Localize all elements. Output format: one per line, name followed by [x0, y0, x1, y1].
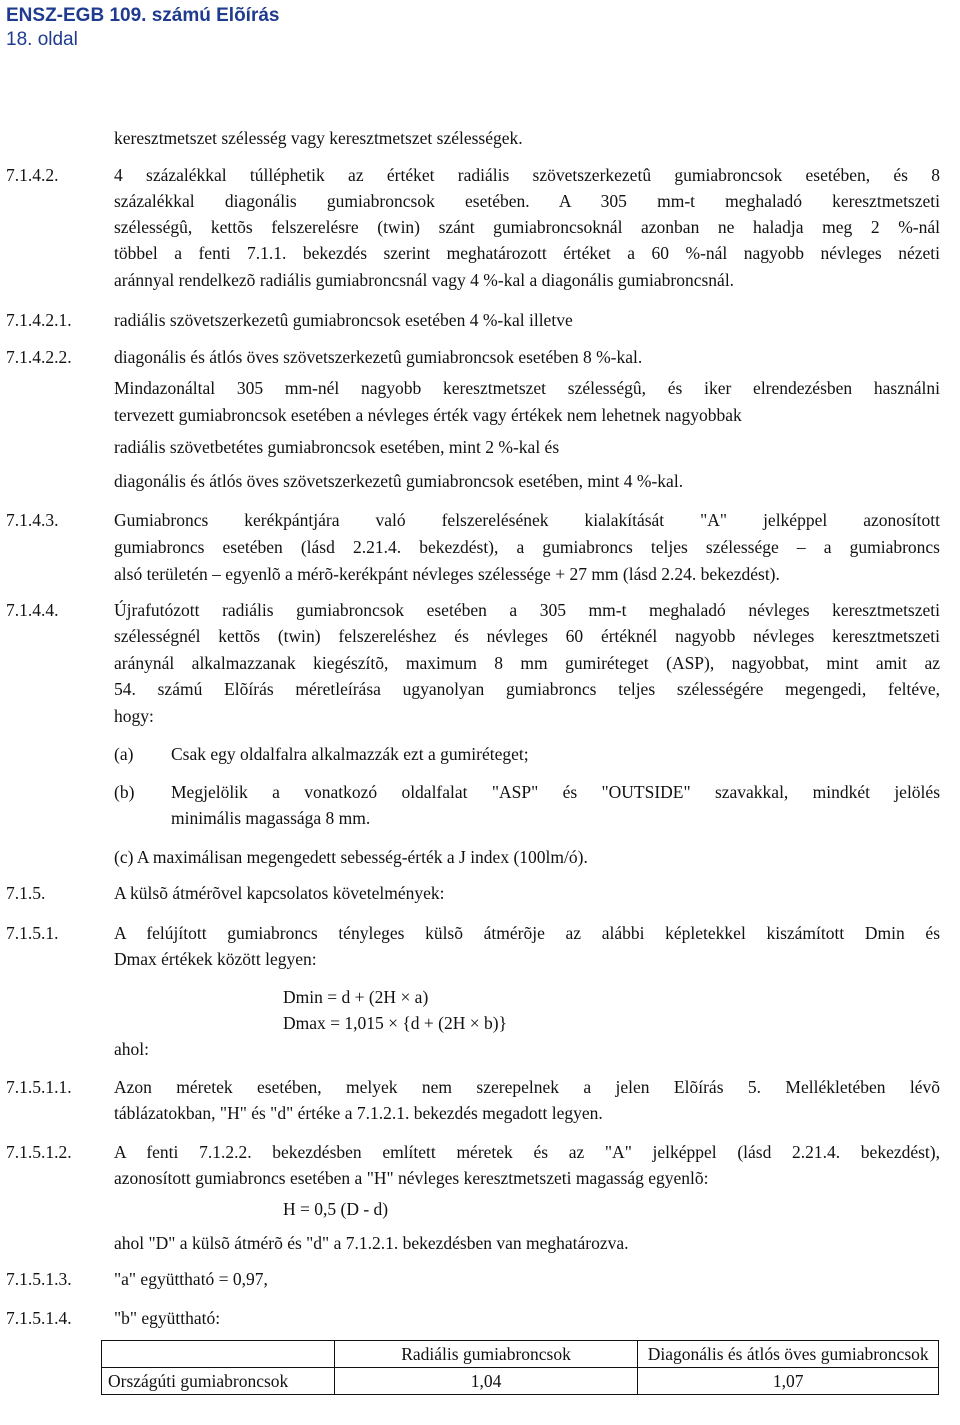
- formula: Dmax = 1,015 × {d + (2H × b)}: [283, 1013, 507, 1033]
- table-cell: 1,04: [334, 1368, 638, 1395]
- paragraph-line: Gumiabroncs kerékpántjára való felszerelésének kialakítását "A" jelképpel azonosított: [114, 510, 940, 530]
- coefficient-table: [101, 1340, 939, 1395]
- paragraph-line: százalékkal diagonális gumiabroncsok esetében. A 305 mm-t meghaladó keresztmetszeti: [114, 191, 940, 211]
- paragraph-line: szélességnél kettõs (twin) felszereléshez és névleges 60 értéknél nagyobb névleges keresztmetszeti: [114, 626, 940, 646]
- paragraph-line: Mindazonáltal 305 mm-nél nagyobb keresztmetszet szélességû, és iker elrendezésben használni: [114, 378, 940, 398]
- paragraph-line: Azon méretek esetében, melyek nem szerepelnek a jelen Elõírás 5. Mellékletében lévõ: [114, 1077, 940, 1097]
- page-number: 18. oldal: [6, 29, 78, 50]
- table-cell: Országúti gumiabroncsok: [102, 1368, 335, 1395]
- table-header-cell: Radiális gumiabroncsok: [334, 1341, 638, 1368]
- section-number: 7.1.4.2.: [6, 165, 59, 185]
- section-number: 7.1.5.1.2.: [6, 1142, 72, 1162]
- paragraph-line: A felújított gumiabroncs tényleges külsõ átmérõje az alábbi képletekkel kiszámított Dmin és: [114, 923, 940, 943]
- text-line: ahol "D" a külsõ átmérõ és "d" a 7.1.2.1. bekezdésben van meghatározva.: [114, 1233, 629, 1253]
- section-number: 7.1.5.1.3.: [6, 1269, 72, 1289]
- list-label: (b): [114, 782, 135, 802]
- table-header-cell: Diagonális és átlós öves gumiabroncsok: [638, 1341, 939, 1368]
- text-line: "a" együttható = 0,97,: [114, 1269, 268, 1289]
- table-header-cell: [102, 1341, 335, 1368]
- list-item: Csak egy oldalfalra alkalmazzák ezt a gumiréteget;: [171, 744, 529, 764]
- formula: H = 0,5 (D - d): [283, 1199, 389, 1219]
- paragraph-line: alsó területén – egyenlõ a mérõ-kerékpánt névleges szélessége + 27 mm (lásd 2.24. bekezdést).: [114, 564, 780, 584]
- paragraph-line: 4 százalékkal túlléphetik az értéket radiális szövetszerkezetû gumiabroncsok esetében, és 8: [114, 165, 940, 185]
- paragraph-line: Újrafutózott radiális gumiabroncsok esetében a 305 mm-t meghaladó névleges keresztmetszeti: [114, 600, 940, 620]
- paragraph-line: hogy:: [114, 706, 154, 726]
- section-number: 7.1.5.1.4.: [6, 1308, 72, 1328]
- paragraph-line: gumiabroncs esetében (lásd 2.21.4. bekezdést), a gumiabroncs teljes szélessége – a gumiabroncs: [114, 537, 940, 557]
- text-line: ahol:: [114, 1039, 149, 1059]
- formula: Dmin = d + (2H × a): [283, 987, 429, 1007]
- paragraph-line: többel a fenti 7.1.1. bekezdés szerint meghatározott értéket a 60 %-nál nagyobb névleges nézeti: [114, 243, 940, 263]
- text-line: diagonális és átlós öves szövetszerkezetû gumiabroncsok esetében, mint 4 %-kal.: [114, 471, 684, 491]
- text-line: diagonális és átlós öves szövetszerkezetû gumiabroncsok esetében 8 %-kal.: [114, 347, 643, 367]
- list-item: Megjelölik a vonatkozó oldalfalat "ASP" és "OUTSIDE" szavakkal, mindkét jelölés: [171, 782, 940, 802]
- section-number: 7.1.5.: [6, 883, 46, 903]
- page-header: [6, 4, 280, 52]
- document-title: ENSZ-EGB 109. számú Elõírás: [6, 5, 280, 26]
- table-header-row: [102, 1341, 939, 1368]
- section-number: 7.1.4.2.2.: [6, 347, 72, 367]
- paragraph-line: tervezett gumiabroncsok esetében a névleges érték vagy értékek nem lehetnek nagyobbak: [114, 405, 742, 425]
- list-label: (a): [114, 744, 134, 764]
- text-line: "b" együttható:: [114, 1308, 221, 1328]
- text-line: radiális szövetbetétes gumiabroncsok esetében, mint 2 %-kal és: [114, 437, 560, 457]
- paragraph-line: A fenti 7.1.2.2. bekezdésben említett méretek és az "A" jelképpel (lásd 2.21.4. bekezdést),: [114, 1142, 940, 1162]
- table-cell: 1,07: [638, 1368, 939, 1395]
- text-line: keresztmetszet szélesség vagy keresztmetszet szélességek.: [114, 128, 523, 148]
- section-number: 7.1.4.2.1.: [6, 310, 72, 330]
- paragraph-line: szélességû, kettõs felszerelésre (twin) szánt gumiabroncsoknál azonban ne haladja meg 2 %-nál: [114, 217, 940, 237]
- paragraph-line: aránnyal rendelkezõ radiális gumiabroncsnál vagy 4 %-kal a diagonális gumiabroncsnál.: [114, 270, 735, 290]
- paragraph-line: azonosított gumiabroncs esetében a "H" névleges keresztmetszeti magasság egyenlõ:: [114, 1168, 709, 1188]
- section-heading: A külsõ átmérõvel kapcsolatos követelmények:: [114, 883, 445, 903]
- section-number: 7.1.5.1.1.: [6, 1077, 72, 1097]
- paragraph-line: Dmax értékek között legyen:: [114, 949, 317, 969]
- list-item: minimális magassága 8 mm.: [171, 808, 371, 828]
- paragraph-line: 54. számú Elõírás méretleírása ugyanolyan gumiabroncs teljes szélességére megengedi, feltéve,: [114, 679, 940, 699]
- section-number: 7.1.4.4.: [6, 600, 59, 620]
- section-number: 7.1.4.3.: [6, 510, 59, 530]
- text-line: radiális szövetszerkezetû gumiabroncsok esetében 4 %-kal illetve: [114, 310, 573, 330]
- paragraph-line: táblázatokban, "H" és "d" értéke a 7.1.2.1. bekezdés megadott legyen.: [114, 1103, 603, 1123]
- list-item: (c) A maximálisan megengedett sebesség-érték a J index (100lm/ó).: [114, 847, 588, 867]
- paragraph-line: aránynál alkalmazzanak kiegészítõ, maximum 8 mm gumiréteget (ASP), nagyobbat, mint amit az: [114, 653, 940, 673]
- table-row: [102, 1368, 939, 1395]
- section-number: 7.1.5.1.: [6, 923, 59, 943]
